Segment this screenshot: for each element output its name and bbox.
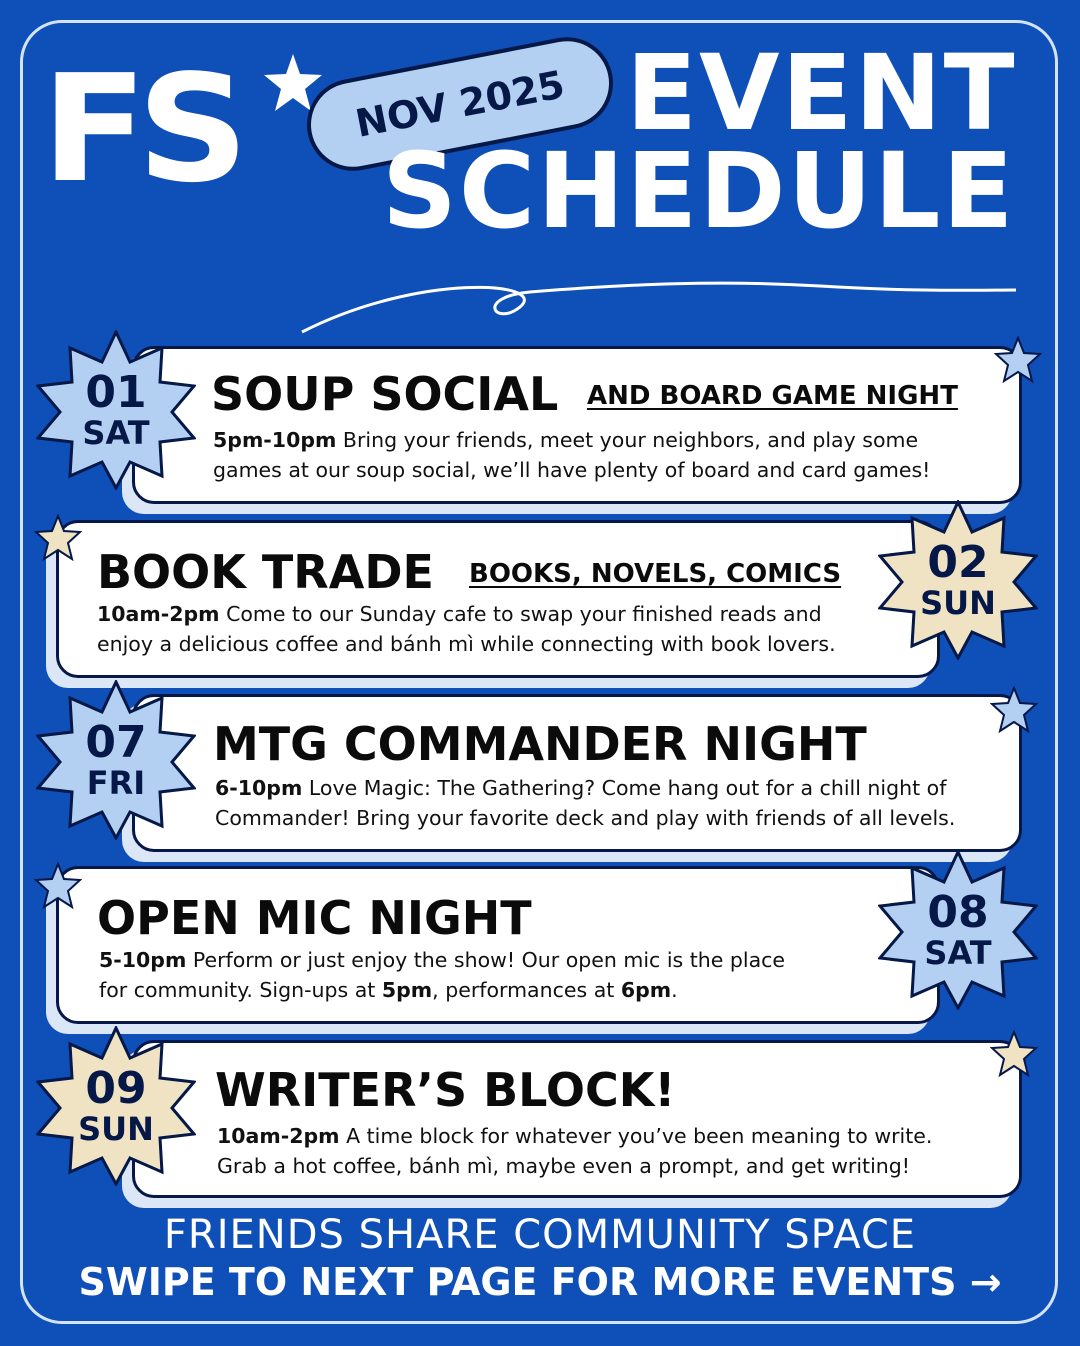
event-card-1[interactable] bbox=[132, 346, 1022, 504]
badge-day: 02 bbox=[927, 537, 989, 588]
event-card-5[interactable] bbox=[132, 1040, 1022, 1198]
organization-name: FRIENDS SHARE COMMUNITY SPACE bbox=[163, 1212, 917, 1258]
badge-day: 08 bbox=[927, 887, 989, 938]
event-desc-line1: Come to our Sunday cafe to swap your finished reads and bbox=[226, 602, 822, 626]
event-subtitle: BOOKS, NOVELS, COMICS bbox=[469, 559, 842, 589]
page-title-line2: SCHEDULE bbox=[382, 130, 1016, 252]
event-time: 5pm-10pm bbox=[213, 428, 337, 452]
date-badge-1 bbox=[36, 330, 196, 490]
event-time: 6-10pm bbox=[215, 776, 303, 800]
event-subtitle: AND BOARD GAME NIGHT bbox=[587, 381, 958, 411]
performance-time: 6pm bbox=[620, 978, 672, 1002]
event-description bbox=[99, 945, 785, 1005]
event-description bbox=[215, 773, 955, 833]
signup-time: 5pm bbox=[381, 978, 433, 1002]
event-desc-line1: Love Magic: The Gathering? Come hang out for a chill night of bbox=[308, 776, 947, 800]
event-desc-line1: Perform or just enjoy the show! Our open mic is the place bbox=[192, 948, 786, 972]
badge-weekday: FRI bbox=[86, 764, 146, 802]
badge-day: 09 bbox=[85, 1063, 147, 1114]
month-pill: NOV 2025 bbox=[299, 29, 621, 178]
event-title: OPEN MIC NIGHT bbox=[97, 891, 532, 945]
date-badge-2 bbox=[878, 500, 1038, 660]
event-time: 10am-2pm bbox=[217, 1124, 340, 1148]
event-card-2[interactable] bbox=[56, 520, 940, 678]
event-description bbox=[97, 599, 836, 659]
event-description bbox=[217, 1121, 932, 1181]
event-desc-line2-mid: , performances at bbox=[432, 978, 621, 1002]
event-time: 5-10pm bbox=[99, 948, 187, 972]
event-card-4[interactable] bbox=[56, 866, 940, 1024]
date-badge-4 bbox=[878, 850, 1038, 1010]
badge-weekday: SUN bbox=[920, 584, 996, 622]
star-icon bbox=[34, 862, 82, 910]
page-title-line1: EVENT bbox=[626, 32, 1017, 154]
event-desc-line2-end: . bbox=[671, 978, 678, 1002]
event-desc-line2: games at our soup social, we’ll have plenty of board and card games! bbox=[213, 458, 931, 482]
event-desc-line2: Grab a hot coffee, bánh mì, maybe even a prompt, and get writing! bbox=[217, 1154, 910, 1178]
star-icon bbox=[990, 1030, 1038, 1078]
date-badge-3 bbox=[36, 680, 196, 840]
badge-weekday: SAT bbox=[924, 934, 992, 972]
badge-weekday: SAT bbox=[82, 414, 150, 452]
swipe-cta[interactable]: SWIPE TO NEXT PAGE FOR MORE EVENTS → bbox=[78, 1260, 1002, 1304]
star-icon bbox=[994, 336, 1042, 384]
badge-day: 01 bbox=[85, 367, 147, 418]
event-time: 10am-2pm bbox=[97, 602, 220, 626]
date-badge-5 bbox=[36, 1026, 196, 1186]
event-desc-line1: A time block for whatever you’ve been meaning to write. bbox=[346, 1124, 933, 1148]
star-icon bbox=[34, 514, 82, 562]
event-title: MTG COMMANDER NIGHT bbox=[213, 717, 867, 771]
event-title: SOUP SOCIAL bbox=[211, 367, 559, 421]
badge-weekday: SUN bbox=[78, 1110, 154, 1148]
swoosh-decoration bbox=[300, 262, 1020, 342]
event-description bbox=[213, 425, 930, 485]
event-card-3[interactable] bbox=[132, 694, 1022, 852]
event-desc-line2: enjoy a delicious coffee and bánh mì while connecting with book lovers. bbox=[97, 632, 836, 656]
logo-text: FS bbox=[41, 43, 239, 215]
event-desc-line2: Commander! Bring your favorite deck and play with friends of all levels. bbox=[215, 806, 956, 830]
badge-day: 07 bbox=[85, 717, 147, 768]
event-desc-line2: for community. Sign-ups at bbox=[99, 978, 382, 1002]
event-title: BOOK TRADE bbox=[97, 545, 434, 599]
event-desc-line1: Bring your friends, meet your neighbors, and play some bbox=[342, 428, 919, 452]
star-icon bbox=[990, 686, 1038, 734]
event-title: WRITER’S BLOCK! bbox=[215, 1063, 676, 1117]
